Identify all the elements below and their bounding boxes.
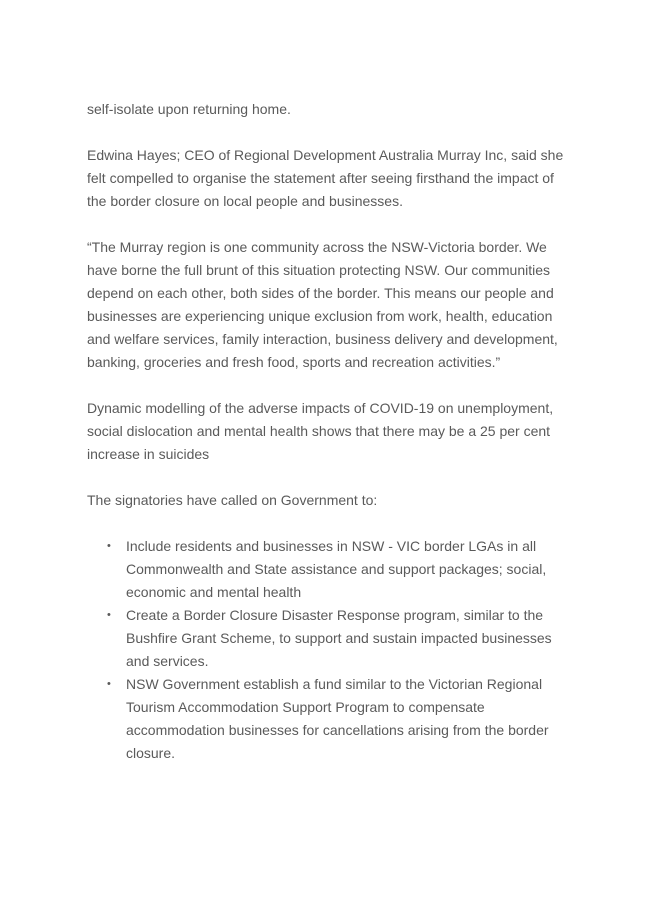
paragraph-self-isolate: self-isolate upon returning home.: [87, 101, 291, 117]
paragraph-edwina-hayes: Edwina Hayes; CEO of Regional Development Australia Murray Inc, said she felt compelled to organise the statement after seeing firsthand the impact of the border closure on local people and businesses.: [87, 147, 564, 209]
list-item: [87, 673, 567, 765]
bullet-icon: •: [107, 678, 111, 690]
paragraph-signatories: The signatories have called on Government to:: [87, 492, 378, 508]
list-item: [87, 604, 567, 673]
list-item-text: NSW Government establish a fund similar to the Victorian Regional Tourism Accommodation Support Program to compensate accommodation businesses for cancellations arising from the border closure.: [126, 676, 549, 761]
request-list: [87, 535, 567, 765]
list-item-text: Include residents and businesses in NSW - VIC border LGAs in all Commonwealth and State assistance and support packages; social, economic and mental health: [126, 538, 547, 600]
paragraph-murray-quote: “The Murray region is one community across the NSW-Victoria border. We have borne the full brunt of this situation protecting NSW. Our communities depend on each other, both sides of the border. This means our people and businesses are experiencing unique exclusion from work, health, education and welfare services, family interaction, business delivery and development, banking, groceries and fresh food, sports and recreation activities.”: [87, 239, 558, 370]
bullet-icon: •: [107, 609, 111, 621]
paragraph-dynamic-modelling: Dynamic modelling of the adverse impacts of COVID-19 on unemployment, social dislocation and mental health shows that there may be a 25 per cent increase in suicides: [87, 400, 554, 462]
list-item: [87, 535, 567, 604]
bullet-icon: •: [107, 540, 111, 552]
document-body: [87, 98, 567, 765]
list-item-text: Create a Border Closure Disaster Response program, similar to the Bushfire Grant Scheme, to support and sustain impacted businesses and services.: [126, 607, 552, 669]
